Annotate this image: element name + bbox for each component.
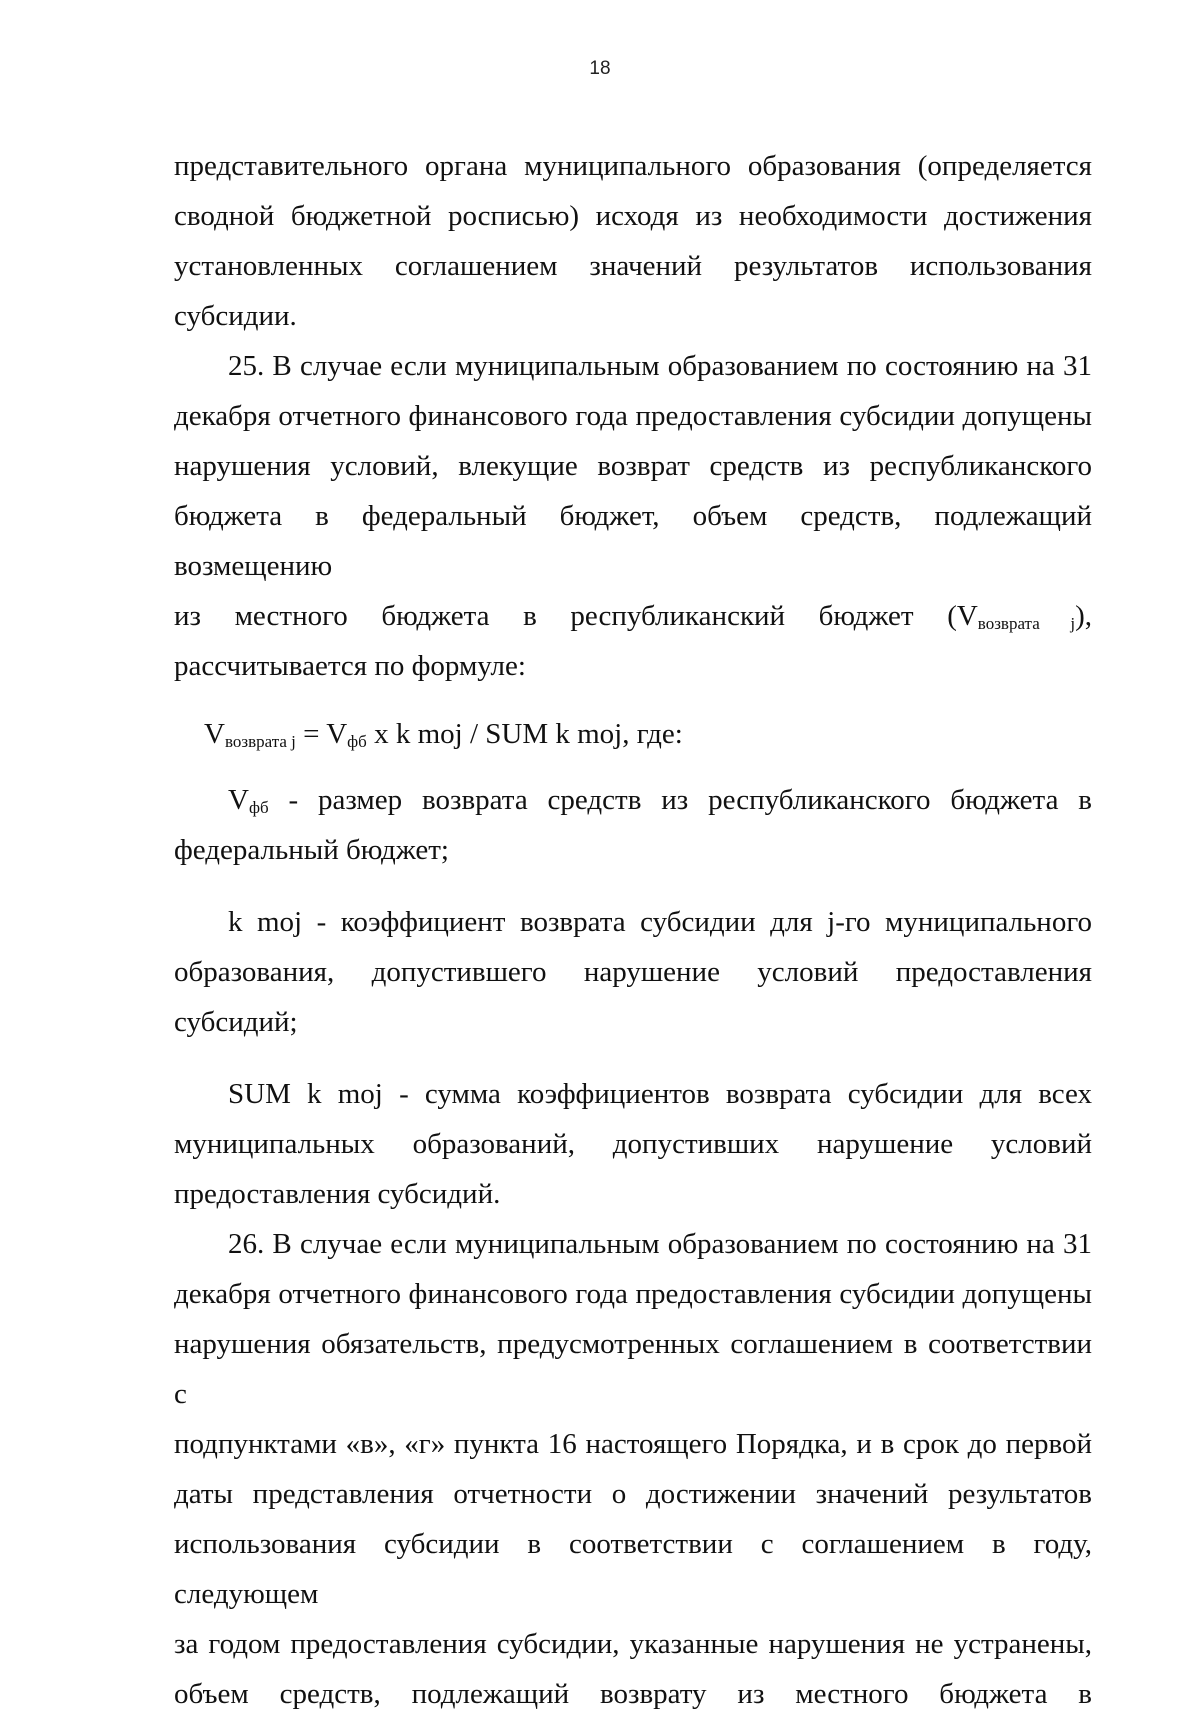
formula <box>174 709 1092 759</box>
text-line <box>174 775 1092 825</box>
text-line <box>174 591 1092 641</box>
text-line: объем средств, подлежащий возврату из местного бюджета в <box>174 1678 1092 1710</box>
text-line: бюджета в федеральный бюджет, объем средств, подлежащий возмещению <box>174 500 1092 582</box>
formula-variable: V <box>204 718 225 750</box>
text-line: рассчитывается по формуле: <box>174 650 526 682</box>
text-line: нарушения обязательств, предусмотренных соглашением в соответствии с <box>174 1328 1092 1410</box>
text-line: предоставления субсидий. <box>174 1178 501 1210</box>
text-line: использования субсидии в соответствии с соглашением в году, следующем <box>174 1528 1092 1610</box>
text-line: сводной бюджетной росписью) исходя из необходимости достижения <box>174 200 1092 232</box>
page-number: 18 <box>589 58 611 79</box>
text-line: федеральный бюджет; <box>174 834 449 866</box>
spacer <box>174 1047 1092 1069</box>
text-line: установленных соглашением значений результатов использования <box>174 250 1092 282</box>
text-line: образования, допустившего нарушение условий предоставления субсидий; <box>174 956 1092 1038</box>
text-line: k moj - коэффициент возврата субсидии для j-го муниципального <box>228 906 1092 938</box>
paragraph-25 <box>174 341 1092 691</box>
text-line: за годом предоставления субсидии, указанные нарушения не устранены, <box>174 1628 1092 1660</box>
text-line: муниципальных образований, допустивших нарушение условий <box>174 1128 1092 1160</box>
definition-sum-k-moj <box>174 1069 1092 1219</box>
subscript: возврата j <box>224 732 296 751</box>
text-line: субсидии. <box>174 300 297 332</box>
text-line: SUM k moj - сумма коэффициентов возврата субсидии для всех <box>228 1078 1092 1110</box>
text-line: 25. В случае если муниципальным образованием по состоянию на 31 <box>228 350 1092 382</box>
text-fragment: ), <box>1075 600 1092 632</box>
text-line: декабря отчетного финансового года предоставления субсидии допущены <box>174 1278 1092 1310</box>
subscript: возврата j <box>977 614 1076 633</box>
formula-fragment: x k moj / SUM k moj, где: <box>366 718 683 750</box>
text-line: представительного органа муниципального образования (определяется <box>174 150 1092 182</box>
definition-k-moj <box>174 897 1092 1047</box>
definition-v-fb <box>174 775 1092 875</box>
spacer <box>174 875 1092 897</box>
text-line: нарушения условий, влекущие возврат средств из республиканского <box>174 450 1092 482</box>
text-line: декабря отчетного финансового года предоставления субсидии допущены <box>174 400 1092 432</box>
document-body <box>174 141 1092 1719</box>
text-fragment: - размер возврата средств из республиканского бюджета в <box>268 784 1092 816</box>
text-line: даты представления отчетности о достижении значений результатов <box>174 1478 1092 1510</box>
subscript: фб <box>347 732 367 751</box>
paragraph-continuation <box>174 141 1092 341</box>
text-fragment: из местного бюджета в республиканский бюджет (V <box>174 600 978 632</box>
text-line: подпунктами «в», «г» пункта 16 настоящего Порядка, и в срок до первой <box>174 1428 1092 1460</box>
paragraph-26 <box>174 1219 1092 1719</box>
subscript: фб <box>248 798 269 817</box>
formula-fragment: = V <box>295 718 348 750</box>
formula-variable: V <box>228 784 249 816</box>
text-line: 26. В случае если муниципальным образованием по состоянию на 31 <box>228 1228 1092 1260</box>
